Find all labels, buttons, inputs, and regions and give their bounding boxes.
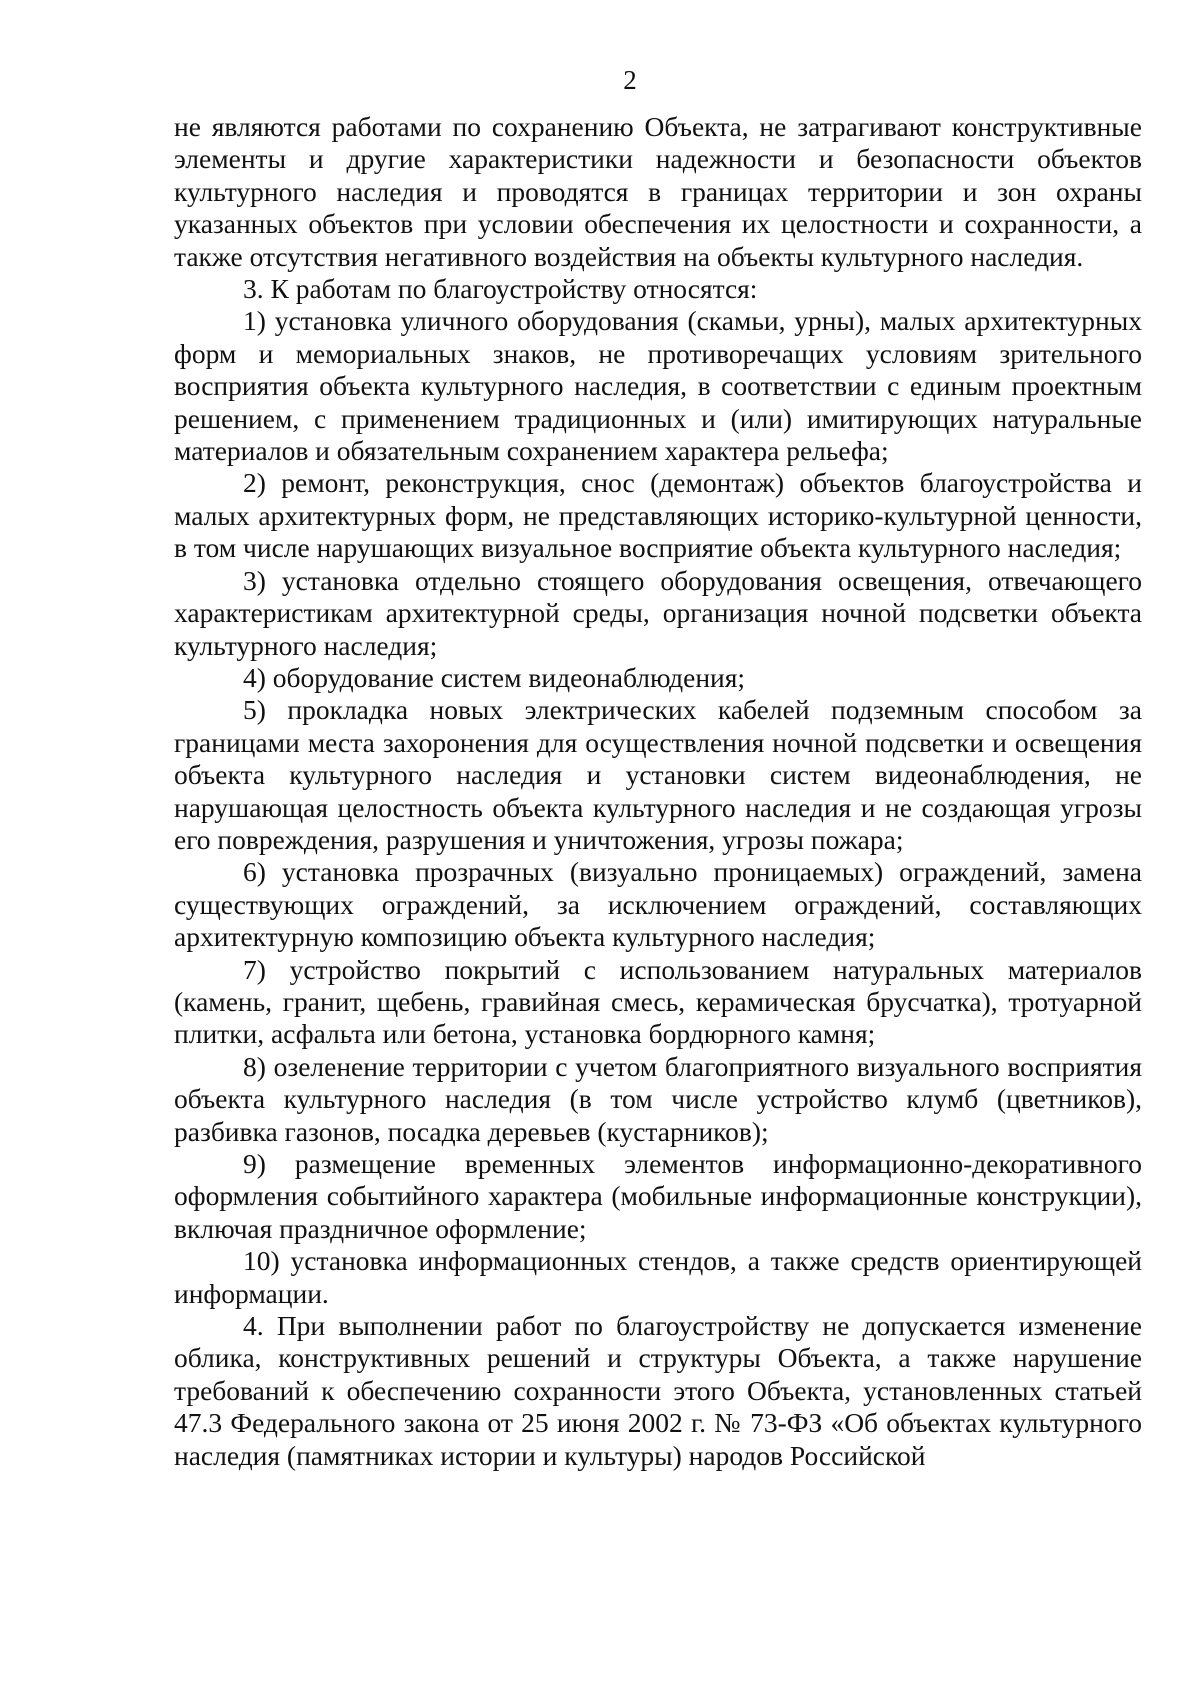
list-item-2: 2) ремонт, реконструкция, снос (демонтаж) объектов благоустройства и малых архитектурных форм, не представляющих историко-культурной ценности, в том числе нарушающих визуальное восприятие объекта культурного наследия; [174,467,1142,564]
list-item-9: 9) размещение временных элементов информационно-декоративного оформления событийного характера (мобильные информационные конструкции), включая праздничное оформление; [174,1148,1142,1244]
list-item-5: 5) прокладка новых электрических кабелей подземным способом за границами места захоронения для осуществления ночной подсветки и освещения объекта культурного наследия и установки систем видеонаблюдения, не нарушающая целостность объекта культурного наследия и не создающая угрозы его повреждения, разрушения и уничтожения, угрозы пожара; [174,694,1142,855]
page-number: 2 [623,65,637,95]
list-item-3: 3) установка отдельно стоящего оборудования освещения, отвечающего характеристикам архитектурной среды, организация ночной подсветки объекта культурного наследия; [174,564,1142,661]
paragraph-continuation: не являются работами по сохранению Объекта, не затрагивают конструктивные элементы и другие характеристики надежности и безопасности объектов культурного наследия и проводятся в границах территории и зон охраны указанных объектов при условии обеспечения их целостности и сохранности, а также отсутствия негативного воздействия на объекты культурного наследия. [174,111,1142,272]
list-item-1: 1) установка уличного оборудования (скамьи, урны), малых архитектурных форм и мемориальных знаков, не противоречащих условиям зрительного восприятия объекта культурного наследия, в соответствии с единым проектным решением, с применением традиционных и (или) имитирующих натуральные материалов и обязательным сохранением характера рельефа; [174,305,1142,467]
list-item-7: 7) устройство покрытий с использованием натуральных материалов (камень, гранит, щебень, гравийная смесь, керамическая брусчатка), тротуарной плитки, асфальта или бетона, установка бордюрного камня; [174,953,1142,1050]
list-item-8: 8) озеленение территории с учетом благоприятного визуального восприятия объекта культурного наследия (в том числе устройство клумб (цветников), разбивка газонов, посадка деревьев (кустарников); [174,1050,1142,1147]
list-item-6: 6) установка прозрачных (визуально проницаемых) ограждений, замена существующих ограждений, за исключением ограждений, составляющих архитектурную композицию объекта культурного наследия; [174,856,1142,953]
document-body [174,111,1142,1472]
list-item-10: 10) установка информационных стендов, а также средств ориентирующей информации. [174,1245,1142,1309]
paragraph-item-3-heading: 3. К работам по благоустройству относятся: [243,273,758,305]
list-item-4: 4) оборудование систем видеонаблюдения; [243,661,746,693]
paragraph-item-4: 4. При выполнении работ по благоустройству не допускается изменение облика, конструктивных решений и структуры Объекта, а также нарушение требований к обеспечению сохранности этого Объекта, установленных статьей 47.3 Федерального закона от 25 июня 2002 г. № 73-ФЗ «Об объектах культурного наследия (памятниках истории и культуры) народов Российской [174,1310,1142,1471]
